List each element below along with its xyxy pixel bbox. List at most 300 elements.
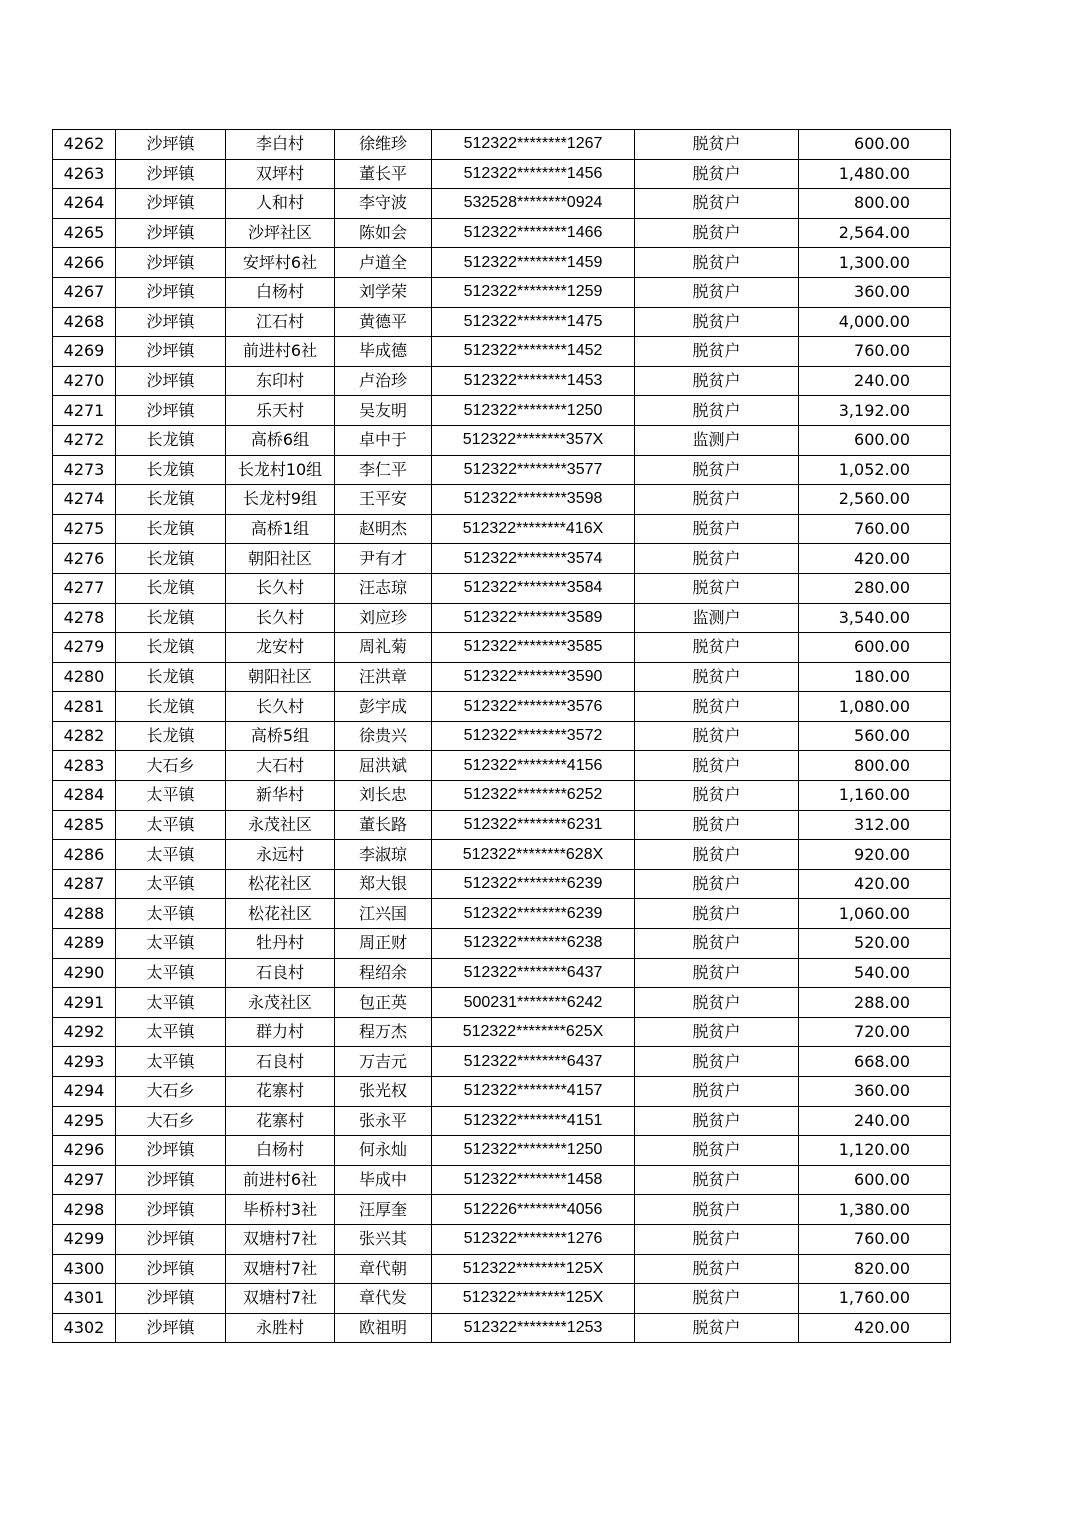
cell-household-type: 脱贫户 [635,455,799,485]
cell-name: 卓中于 [335,425,432,455]
cell-name: 徐维珍 [335,130,432,160]
cell-household-type: 脱贫户 [635,929,799,959]
cell-name: 董长路 [335,810,432,840]
cell-amount: 668.00 [799,1047,951,1077]
cell-village: 永远村 [226,840,335,870]
cell-household-type: 脱贫户 [635,189,799,219]
table-row [53,633,951,663]
cell-name: 万吉元 [335,1047,432,1077]
cell-seq: 4268 [53,307,116,337]
cell-id-number: 512322********3590 [432,662,635,692]
cell-village: 沙坪社区 [226,218,335,248]
cell-household-type: 脱贫户 [635,1254,799,1284]
cell-household-type: 脱贫户 [635,662,799,692]
cell-seq: 4284 [53,781,116,811]
cell-name: 江兴国 [335,899,432,929]
table-row [53,810,951,840]
cell-village: 永茂社区 [226,810,335,840]
cell-id-number: 512322********1250 [432,1136,635,1166]
cell-household-type: 脱贫户 [635,1284,799,1314]
cell-name: 何永灿 [335,1136,432,1166]
cell-village: 东印村 [226,366,335,396]
cell-town: 沙坪镇 [116,189,226,219]
cell-id-number: 512322********1250 [432,396,635,426]
table-row [53,929,951,959]
cell-name: 汪志琼 [335,573,432,603]
table-row [53,573,951,603]
cell-household-type: 脱贫户 [635,396,799,426]
table-row [53,1136,951,1166]
cell-name: 郑大银 [335,869,432,899]
cell-amount: 2,564.00 [799,218,951,248]
cell-seq: 4269 [53,337,116,367]
cell-amount: 1,480.00 [799,159,951,189]
cell-name: 毕成中 [335,1165,432,1195]
cell-amount: 240.00 [799,1106,951,1136]
cell-id-number: 512322********3577 [432,455,635,485]
cell-amount: 2,560.00 [799,485,951,515]
cell-household-type: 脱贫户 [635,751,799,781]
cell-household-type: 脱贫户 [635,988,799,1018]
cell-household-type: 脱贫户 [635,366,799,396]
cell-name: 章代发 [335,1284,432,1314]
cell-household-type: 脱贫户 [635,130,799,160]
cell-id-number: 512322********625X [432,1017,635,1047]
cell-village: 江石村 [226,307,335,337]
cell-town: 太平镇 [116,988,226,1018]
cell-town: 长龙镇 [116,633,226,663]
table-row [53,1254,951,1284]
table-row [53,1165,951,1195]
cell-town: 长龙镇 [116,514,226,544]
cell-village: 花寨村 [226,1106,335,1136]
cell-amount: 240.00 [799,366,951,396]
table-row [53,425,951,455]
cell-name: 张永平 [335,1106,432,1136]
cell-seq: 4286 [53,840,116,870]
cell-name: 周礼菊 [335,633,432,663]
cell-village: 长久村 [226,573,335,603]
table-row [53,1017,951,1047]
cell-seq: 4265 [53,218,116,248]
cell-village: 李白村 [226,130,335,160]
cell-amount: 600.00 [799,130,951,160]
cell-household-type: 脱贫户 [635,869,799,899]
cell-id-number: 512322********6252 [432,781,635,811]
table-row [53,307,951,337]
table-row [53,1284,951,1314]
table-row [53,159,951,189]
cell-id-number: 500231********6242 [432,988,635,1018]
table-row [53,544,951,574]
cell-id-number: 512322********1253 [432,1313,635,1343]
cell-village: 安坪村6社 [226,248,335,278]
cell-household-type: 监测户 [635,603,799,633]
cell-town: 大石乡 [116,1077,226,1107]
cell-seq: 4290 [53,958,116,988]
cell-id-number: 512322********4156 [432,751,635,781]
cell-seq: 4279 [53,633,116,663]
cell-village: 长龙村9组 [226,485,335,515]
cell-town: 太平镇 [116,929,226,959]
cell-seq: 4299 [53,1224,116,1254]
cell-amount: 1,300.00 [799,248,951,278]
cell-village: 长久村 [226,603,335,633]
cell-town: 太平镇 [116,899,226,929]
cell-town: 沙坪镇 [116,218,226,248]
cell-id-number: 512322********4151 [432,1106,635,1136]
cell-village: 人和村 [226,189,335,219]
table-row [53,277,951,307]
cell-seq: 4280 [53,662,116,692]
cell-amount: 1,160.00 [799,781,951,811]
cell-town: 大石乡 [116,751,226,781]
cell-town: 长龙镇 [116,662,226,692]
cell-name: 卢治珍 [335,366,432,396]
cell-seq: 4270 [53,366,116,396]
cell-town: 太平镇 [116,840,226,870]
cell-amount: 420.00 [799,1313,951,1343]
cell-seq: 4291 [53,988,116,1018]
cell-id-number: 512322********6239 [432,869,635,899]
cell-household-type: 脱贫户 [635,633,799,663]
cell-village: 前进村6社 [226,1165,335,1195]
cell-name: 黄德平 [335,307,432,337]
cell-household-type: 脱贫户 [635,307,799,337]
cell-amount: 1,380.00 [799,1195,951,1225]
cell-village: 高桥5组 [226,721,335,751]
table-row [53,485,951,515]
cell-seq: 4275 [53,514,116,544]
cell-amount: 800.00 [799,189,951,219]
cell-name: 包正英 [335,988,432,1018]
cell-seq: 4276 [53,544,116,574]
cell-household-type: 脱贫户 [635,721,799,751]
cell-village: 石良村 [226,958,335,988]
cell-name: 刘长忠 [335,781,432,811]
cell-village: 群力村 [226,1017,335,1047]
cell-id-number: 512322********1259 [432,277,635,307]
table-row [53,988,951,1018]
table-row [53,366,951,396]
cell-seq: 4262 [53,130,116,160]
cell-town: 沙坪镇 [116,1254,226,1284]
table-row [53,781,951,811]
cell-name: 毕成德 [335,337,432,367]
cell-household-type: 脱贫户 [635,899,799,929]
table-row [53,337,951,367]
cell-id-number: 512322********1276 [432,1224,635,1254]
cell-name: 王平安 [335,485,432,515]
cell-id-number: 512322********6239 [432,899,635,929]
cell-town: 沙坪镇 [116,307,226,337]
cell-village: 牡丹村 [226,929,335,959]
cell-seq: 4285 [53,810,116,840]
cell-village: 双塘村7社 [226,1284,335,1314]
cell-amount: 1,760.00 [799,1284,951,1314]
table-row [53,721,951,751]
cell-village: 松花社区 [226,899,335,929]
cell-amount: 3,540.00 [799,603,951,633]
cell-village: 毕桥村3社 [226,1195,335,1225]
cell-household-type: 脱贫户 [635,1313,799,1343]
cell-town: 太平镇 [116,1017,226,1047]
cell-village: 朝阳社区 [226,544,335,574]
cell-town: 长龙镇 [116,544,226,574]
cell-amount: 540.00 [799,958,951,988]
cell-id-number: 512322********1458 [432,1165,635,1195]
cell-town: 太平镇 [116,1047,226,1077]
cell-name: 刘应珍 [335,603,432,633]
cell-town: 沙坪镇 [116,159,226,189]
cell-seq: 4297 [53,1165,116,1195]
cell-amount: 312.00 [799,810,951,840]
cell-town: 长龙镇 [116,573,226,603]
cell-name: 吴友明 [335,396,432,426]
cell-town: 长龙镇 [116,603,226,633]
cell-village: 高桥6组 [226,425,335,455]
cell-household-type: 脱贫户 [635,1165,799,1195]
cell-id-number: 512322********3589 [432,603,635,633]
cell-seq: 4302 [53,1313,116,1343]
cell-amount: 1,052.00 [799,455,951,485]
cell-name: 赵明杰 [335,514,432,544]
cell-amount: 288.00 [799,988,951,1018]
cell-name: 彭宇成 [335,692,432,722]
cell-name: 李仁平 [335,455,432,485]
cell-id-number: 512322********3572 [432,721,635,751]
cell-name: 欧祖明 [335,1313,432,1343]
cell-amount: 720.00 [799,1017,951,1047]
cell-village: 乐天村 [226,396,335,426]
cell-seq: 4293 [53,1047,116,1077]
table-row [53,603,951,633]
cell-village: 长龙村10组 [226,455,335,485]
cell-id-number: 512322********3585 [432,633,635,663]
cell-id-number: 512322********1267 [432,130,635,160]
cell-village: 双坪村 [226,159,335,189]
table-row [53,396,951,426]
cell-town: 沙坪镇 [116,248,226,278]
cell-town: 沙坪镇 [116,396,226,426]
cell-household-type: 脱贫户 [635,1106,799,1136]
cell-village: 高桥1组 [226,514,335,544]
table-row [53,514,951,544]
cell-id-number: 512322********125X [432,1254,635,1284]
cell-town: 沙坪镇 [116,1136,226,1166]
cell-household-type: 脱贫户 [635,1195,799,1225]
cell-seq: 4277 [53,573,116,603]
cell-name: 章代朝 [335,1254,432,1284]
cell-name: 程万杰 [335,1017,432,1047]
cell-seq: 4298 [53,1195,116,1225]
cell-amount: 360.00 [799,1077,951,1107]
table-row [53,1313,951,1343]
cell-household-type: 脱贫户 [635,218,799,248]
cell-amount: 1,080.00 [799,692,951,722]
table-row [53,1224,951,1254]
cell-amount: 560.00 [799,721,951,751]
cell-village: 朝阳社区 [226,662,335,692]
cell-seq: 4273 [53,455,116,485]
cell-household-type: 脱贫户 [635,337,799,367]
cell-seq: 4281 [53,692,116,722]
table-row [53,1047,951,1077]
table-row [53,1077,951,1107]
cell-town: 大石乡 [116,1106,226,1136]
cell-amount: 4,000.00 [799,307,951,337]
cell-household-type: 脱贫户 [635,1136,799,1166]
cell-id-number: 512322********6238 [432,929,635,959]
cell-village: 长久村 [226,692,335,722]
cell-seq: 4287 [53,869,116,899]
cell-household-type: 脱贫户 [635,485,799,515]
cell-village: 双塘村7社 [226,1254,335,1284]
cell-id-number: 512226********4056 [432,1195,635,1225]
table-row [53,869,951,899]
cell-town: 沙坪镇 [116,366,226,396]
cell-id-number: 512322********628X [432,840,635,870]
cell-village: 松花社区 [226,869,335,899]
cell-town: 太平镇 [116,958,226,988]
cell-id-number: 512322********357X [432,425,635,455]
cell-village: 新华村 [226,781,335,811]
table-row [53,958,951,988]
cell-name: 董长平 [335,159,432,189]
table-row [53,840,951,870]
cell-seq: 4296 [53,1136,116,1166]
cell-name: 刘学荣 [335,277,432,307]
cell-village: 花寨村 [226,1077,335,1107]
cell-village: 龙安村 [226,633,335,663]
cell-id-number: 512322********1466 [432,218,635,248]
cell-id-number: 512322********6437 [432,1047,635,1077]
data-table [52,129,951,1343]
cell-town: 沙坪镇 [116,277,226,307]
cell-amount: 760.00 [799,337,951,367]
table-row [53,1106,951,1136]
cell-household-type: 脱贫户 [635,692,799,722]
cell-seq: 4283 [53,751,116,781]
cell-id-number: 512322********3574 [432,544,635,574]
cell-household-type: 脱贫户 [635,1047,799,1077]
cell-name: 张光权 [335,1077,432,1107]
cell-id-number: 512322********6437 [432,958,635,988]
cell-amount: 600.00 [799,1165,951,1195]
cell-id-number: 512322********1475 [432,307,635,337]
cell-town: 太平镇 [116,869,226,899]
cell-amount: 420.00 [799,869,951,899]
cell-id-number: 512322********1459 [432,248,635,278]
cell-village: 永茂社区 [226,988,335,1018]
cell-household-type: 脱贫户 [635,1017,799,1047]
table-row [53,130,951,160]
cell-name: 李淑琼 [335,840,432,870]
cell-name: 汪厚奎 [335,1195,432,1225]
cell-amount: 420.00 [799,544,951,574]
cell-name: 汪洪章 [335,662,432,692]
cell-seq: 4274 [53,485,116,515]
table-row [53,218,951,248]
cell-household-type: 脱贫户 [635,1077,799,1107]
cell-name: 程绍余 [335,958,432,988]
cell-seq: 4292 [53,1017,116,1047]
cell-amount: 180.00 [799,662,951,692]
table-row [53,662,951,692]
cell-amount: 1,060.00 [799,899,951,929]
cell-seq: 4267 [53,277,116,307]
cell-town: 长龙镇 [116,425,226,455]
cell-household-type: 脱贫户 [635,277,799,307]
cell-town: 沙坪镇 [116,1313,226,1343]
cell-town: 长龙镇 [116,485,226,515]
cell-amount: 280.00 [799,573,951,603]
cell-name: 李守波 [335,189,432,219]
cell-household-type: 脱贫户 [635,514,799,544]
cell-village: 石良村 [226,1047,335,1077]
cell-id-number: 532528********0924 [432,189,635,219]
cell-town: 沙坪镇 [116,1224,226,1254]
cell-name: 徐贵兴 [335,721,432,751]
cell-household-type: 脱贫户 [635,159,799,189]
table-body [53,130,951,1343]
cell-town: 沙坪镇 [116,130,226,160]
cell-household-type: 脱贫户 [635,810,799,840]
cell-village: 白杨村 [226,1136,335,1166]
cell-seq: 4282 [53,721,116,751]
cell-id-number: 512322********3598 [432,485,635,515]
cell-seq: 4266 [53,248,116,278]
table-row [53,899,951,929]
cell-seq: 4300 [53,1254,116,1284]
cell-household-type: 脱贫户 [635,958,799,988]
cell-seq: 4294 [53,1077,116,1107]
cell-town: 太平镇 [116,781,226,811]
cell-village: 双塘村7社 [226,1224,335,1254]
cell-seq: 4272 [53,425,116,455]
cell-seq: 4278 [53,603,116,633]
table-row [53,189,951,219]
cell-seq: 4301 [53,1284,116,1314]
table-row [53,248,951,278]
cell-town: 长龙镇 [116,692,226,722]
cell-village: 永胜村 [226,1313,335,1343]
cell-household-type: 脱贫户 [635,573,799,603]
cell-seq: 4288 [53,899,116,929]
cell-village: 白杨村 [226,277,335,307]
cell-id-number: 512322********1453 [432,366,635,396]
cell-id-number: 512322********1452 [432,337,635,367]
cell-town: 沙坪镇 [116,1165,226,1195]
cell-town: 沙坪镇 [116,1284,226,1314]
cell-seq: 4295 [53,1106,116,1136]
cell-amount: 600.00 [799,425,951,455]
cell-village: 前进村6社 [226,337,335,367]
cell-id-number: 512322********4157 [432,1077,635,1107]
cell-name: 周正财 [335,929,432,959]
cell-amount: 760.00 [799,514,951,544]
cell-town: 太平镇 [116,810,226,840]
cell-id-number: 512322********3584 [432,573,635,603]
cell-id-number: 512322********125X [432,1284,635,1314]
cell-town: 沙坪镇 [116,337,226,367]
table-row [53,1195,951,1225]
cell-seq: 4264 [53,189,116,219]
cell-id-number: 512322********3576 [432,692,635,722]
cell-household-type: 脱贫户 [635,1224,799,1254]
cell-amount: 520.00 [799,929,951,959]
cell-household-type: 监测户 [635,425,799,455]
